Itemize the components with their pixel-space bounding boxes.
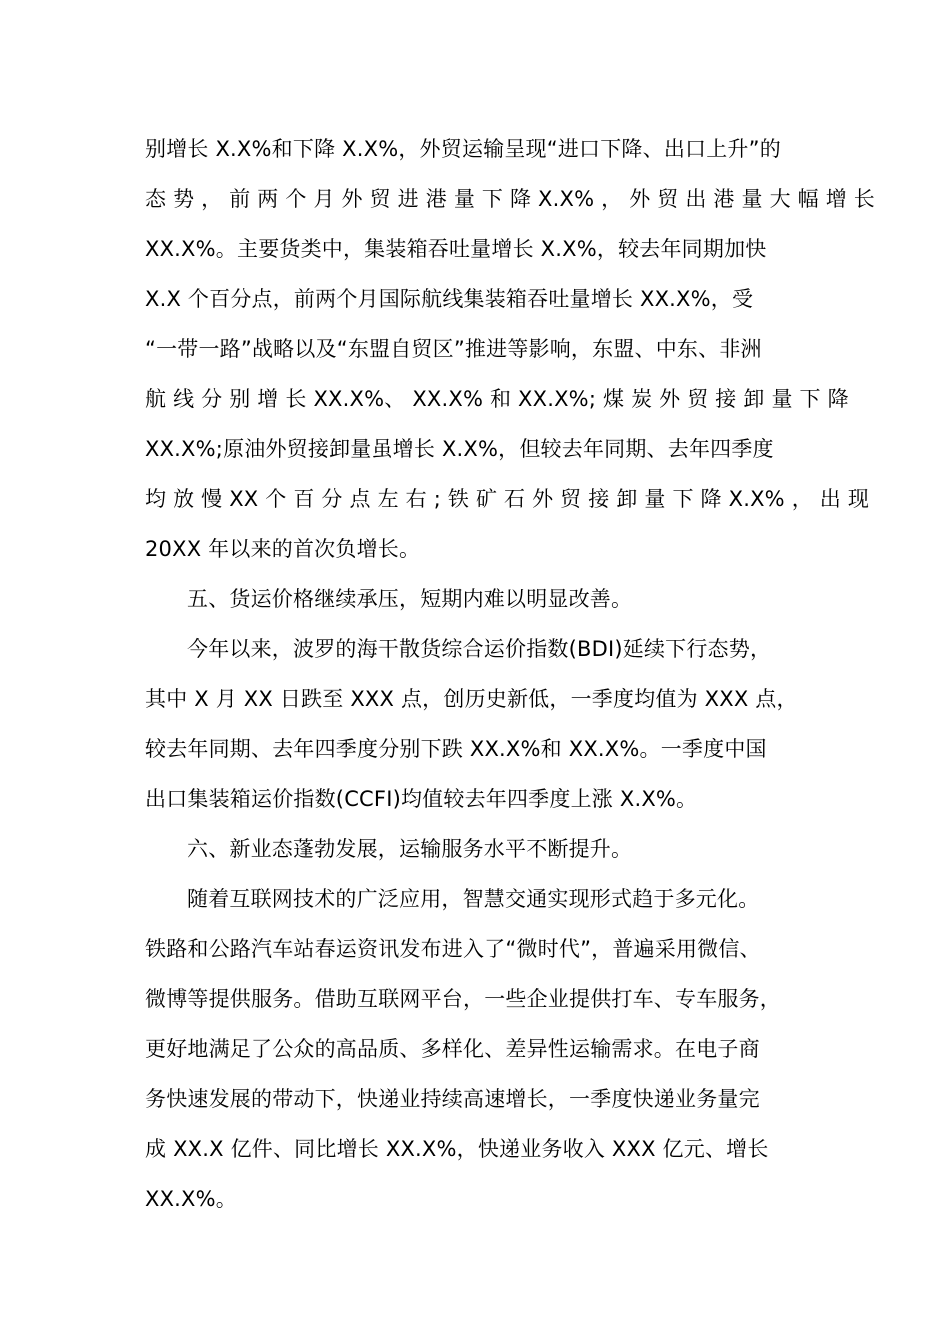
text-line: 均 放 慢 XX 个 百 分 点 左 右 ; 铁 矿 石 外 贸 接 卸 量 下 降 X.X% ， 出 现 — [145, 487, 870, 511]
text-line: 别增长 X.X%和下降 X.X%，外贸运输呈现“进口下降、出口上升”的 — [145, 137, 781, 161]
text-line: X.X 个百分点，前两个月国际航线集装箱吞吐量增长 XX.X%，受 — [145, 287, 754, 311]
text-line: XX.X%。 — [145, 1187, 237, 1211]
text-line: 更好地满足了公众的高品质、多样化、差异性运输需求。在电子商 — [145, 1037, 760, 1061]
text-line: XX.X%。主要货类中，集装箱吞吐量增长 X.X%，较去年同期加快 — [145, 237, 767, 261]
section-heading: 五、货运价格继续承压，短期内难以明显改善。 — [187, 587, 633, 611]
text-line: 成 XX.X 亿件、同比增长 XX.X%，快递业务收入 XXX 亿元、增长 — [145, 1137, 769, 1161]
text-line: 铁路和公路汽车站春运资讯发布进入了“微时代”，普遍采用微信、 — [145, 937, 761, 961]
text-line: 航 线 分 别 增 长 XX.X%、 XX.X% 和 XX.X%; 煤 炭 外 贸 接 卸 量 下 降 — [145, 387, 849, 411]
text-line: “一带一路”战略以及“东盟自贸区”推进等影响，东盟、中东、非洲 — [145, 337, 762, 361]
text-line: XX.X%;原油外贸接卸量虽增长 X.X%，但较去年同期、去年四季度 — [145, 437, 774, 461]
text-line: 其中 X 月 XX 日跌至 XXX 点，创历史新低，一季度均值为 XXX 点， — [145, 687, 798, 711]
text-line: 较去年同期、去年四季度分别下跌 XX.X%和 XX.X%。一季度中国 — [145, 737, 767, 761]
text-line: 随着互联网技术的广泛应用，智慧交通实现形式趋于多元化。 — [187, 887, 760, 911]
text-line: 务快速发展的带动下，快递业持续高速增长，一季度快递业务量完 — [145, 1087, 760, 1111]
text-line: 出口集装箱运价指数(CCFI)均值较去年四季度上涨 X.X%。 — [145, 787, 698, 811]
text-line: 态 势 ， 前 两 个 月 外 贸 进 港 量 下 降 X.X% ， 外 贸 出 港 量 大 幅 增 长 — [145, 187, 876, 211]
section-heading: 六、新业态蓬勃发展，运输服务水平不断提升。 — [187, 837, 633, 861]
text-line: 今年以来，波罗的海干散货综合运价指数(BDI)延续下行态势， — [187, 637, 772, 661]
text-line: 20XX 年以来的首次负增长。 — [145, 537, 421, 561]
text-line: 微博等提供服务。借助互联网平台，一些企业提供打车、专车服务， — [145, 987, 781, 1011]
